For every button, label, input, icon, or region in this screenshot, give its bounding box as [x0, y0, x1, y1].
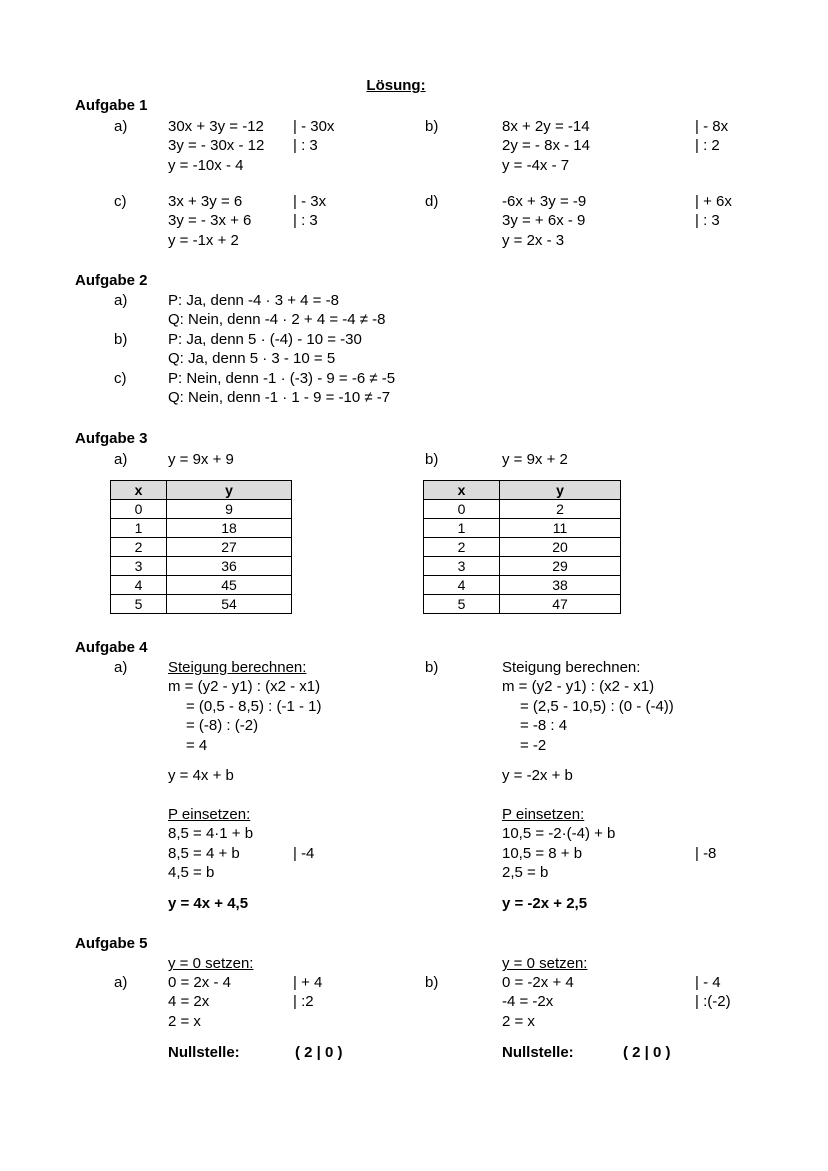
- slope-4a-4: = 4: [186, 737, 208, 754]
- op-1d-2: | : 3: [695, 212, 720, 229]
- slope-4a-2: = (0,5 - 8,5) : (-1 - 1): [186, 698, 322, 715]
- label-5a: a): [114, 974, 128, 991]
- cell-y: 2: [500, 500, 621, 519]
- text-2c-p: P: Nein, denn -1 · (-3) - 9 = -6 ≠ -5: [168, 370, 396, 387]
- table-row: [424, 576, 621, 595]
- op-5b-1: | - 4: [695, 974, 721, 991]
- label-1b: b): [425, 118, 439, 135]
- label-1c: c): [114, 193, 127, 210]
- cell-x: 2: [111, 538, 167, 557]
- eq-5b-3: 2 = x: [502, 1013, 535, 1030]
- heading-aufgabe-4: Aufgabe 4: [75, 639, 148, 656]
- text-2a-p: P: Ja, denn -4 · 3 + 4 = -8: [168, 292, 339, 309]
- zero-heading-b: y = 0 setzen:: [502, 955, 588, 972]
- cell-x: 3: [424, 557, 500, 576]
- table-row: [111, 500, 292, 519]
- text-2a-q: Q: Nein, denn -4 · 2 + 4 = -4 ≠ -8: [168, 311, 386, 328]
- table-row: [424, 519, 621, 538]
- text-2b-q: Q: Ja, denn 5 · 3 - 10 = 5: [168, 350, 336, 367]
- table-header-y: y: [167, 481, 292, 500]
- op-1b-2: | : 2: [695, 137, 720, 154]
- eq-1a-3: y = -10x - 4: [168, 157, 244, 174]
- slope-4b-4: = -2: [520, 737, 547, 754]
- slope-4b-3: = -8 : 4: [520, 717, 568, 734]
- eq-5a-3: 2 = x: [168, 1013, 201, 1030]
- op-5b-2: | :(-2): [695, 993, 731, 1010]
- label-2b: b): [114, 331, 128, 348]
- cell-y: 29: [500, 557, 621, 576]
- result-4a: y = 4x + 4,5: [168, 895, 249, 912]
- cell-x: 1: [424, 519, 500, 538]
- ins-4a-2-op: | -4: [293, 845, 315, 862]
- ins-4b-2-op: | -8: [695, 845, 717, 862]
- table-row: [424, 500, 621, 519]
- label-4b: b): [425, 659, 439, 676]
- cell-y: 54: [167, 595, 292, 614]
- ins-4a-3: 4,5 = b: [168, 864, 215, 881]
- nullstelle-label-a: Nullstelle:: [168, 1044, 240, 1061]
- cell-y: 27: [167, 538, 292, 557]
- cell-y: 9: [167, 500, 292, 519]
- eq-3b: y = 9x + 2: [502, 451, 568, 468]
- cell-x: 2: [424, 538, 500, 557]
- table-header-row: [424, 481, 621, 500]
- ins-4b-3: 2,5 = b: [502, 864, 549, 881]
- insert-heading-b: P einsetzen:: [502, 806, 585, 823]
- ins-4a-2: 8,5 = 4 + b: [168, 845, 240, 862]
- heading-aufgabe-2: Aufgabe 2: [75, 272, 148, 289]
- eq-1c-2: 3y = - 3x + 6: [168, 212, 252, 229]
- table-row: [111, 557, 292, 576]
- cell-x: 5: [111, 595, 167, 614]
- eq-3a: y = 9x + 9: [168, 451, 234, 468]
- eq-1d-2: 3y = + 6x - 9: [502, 212, 586, 229]
- eq-5b-1: 0 = -2x + 4: [502, 974, 574, 991]
- eq-1d-1: -6x + 3y = -9: [502, 193, 587, 210]
- cell-y: 18: [167, 519, 292, 538]
- heading-aufgabe-5: Aufgabe 5: [75, 935, 148, 952]
- form-4b: y = -2x + b: [502, 767, 573, 784]
- cell-y: 11: [500, 519, 621, 538]
- op-1d-1: | + 6x: [695, 193, 732, 210]
- eq-1a-2: 3y = - 30x - 12: [168, 137, 265, 154]
- label-5b: b): [425, 974, 439, 991]
- slope-4a-1: m = (y2 - y1) : (x2 - x1): [168, 678, 321, 695]
- value-table-b: [423, 480, 621, 614]
- slope-heading-a: Steigung berechnen:: [168, 659, 307, 676]
- label-2c: c): [114, 370, 127, 387]
- nullstelle-label-b: Nullstelle:: [502, 1044, 574, 1061]
- table-row: [111, 538, 292, 557]
- table-row: [111, 595, 292, 614]
- insert-heading-a: P einsetzen:: [168, 806, 251, 823]
- eq-1c-3: y = -1x + 2: [168, 232, 239, 249]
- page-title: Lösung:: [366, 77, 426, 94]
- op-1c-2: | : 3: [293, 212, 318, 229]
- ins-4b-1: 10,5 = -2·(-4) + b: [502, 825, 616, 842]
- op-1a-2: | : 3: [293, 137, 318, 154]
- eq-1b-2: 2y = - 8x - 14: [502, 137, 590, 154]
- cell-x: 0: [424, 500, 500, 519]
- slope-heading-b: Steigung berechnen:: [502, 659, 641, 676]
- label-1d: d): [425, 193, 439, 210]
- table-row: [424, 538, 621, 557]
- op-1a-1: | - 30x: [293, 118, 335, 135]
- cell-x: 1: [111, 519, 167, 538]
- eq-1b-3: y = -4x - 7: [502, 157, 570, 174]
- eq-1c-1: 3x + 3y = 6: [168, 193, 243, 210]
- cell-x: 0: [111, 500, 167, 519]
- zero-heading-a: y = 0 setzen:: [168, 955, 254, 972]
- op-5a-1: | + 4: [293, 974, 323, 991]
- eq-1b-1: 8x + 2y = -14: [502, 118, 590, 135]
- ins-4b-2: 10,5 = 8 + b: [502, 845, 583, 862]
- eq-5a-1: 0 = 2x - 4: [168, 974, 231, 991]
- op-5a-2: | :2: [293, 993, 314, 1010]
- table-row: [111, 519, 292, 538]
- label-3a: a): [114, 451, 128, 468]
- slope-4b-1: m = (y2 - y1) : (x2 - x1): [502, 678, 655, 695]
- text-2b-p: P: Ja, denn 5 · (-4) - 10 = -30: [168, 331, 362, 348]
- eq-1a-1: 30x + 3y = -12: [168, 118, 264, 135]
- cell-y: 36: [167, 557, 292, 576]
- eq-5b-2: -4 = -2x: [502, 993, 554, 1010]
- cell-y: 38: [500, 576, 621, 595]
- eq-1d-3: y = 2x - 3: [502, 232, 565, 249]
- cell-y: 45: [167, 576, 292, 595]
- table-header-y: y: [500, 481, 621, 500]
- table-header-x: x: [111, 481, 167, 500]
- heading-aufgabe-1: Aufgabe 1: [75, 97, 148, 114]
- table-row: [424, 595, 621, 614]
- label-1a: a): [114, 118, 128, 135]
- cell-x: 3: [111, 557, 167, 576]
- text-2c-q: Q: Nein, denn -1 · 1 - 9 = -10 ≠ -7: [168, 389, 391, 406]
- nullstelle-point-a: ( 2 | 0 ): [295, 1044, 343, 1061]
- nullstelle-point-b: ( 2 | 0 ): [623, 1044, 671, 1061]
- heading-aufgabe-3: Aufgabe 3: [75, 430, 148, 447]
- table-row: [424, 557, 621, 576]
- table-header-row: [111, 481, 292, 500]
- label-3b: b): [425, 451, 439, 468]
- op-1b-1: | - 8x: [695, 118, 729, 135]
- result-4b: y = -2x + 2,5: [502, 895, 588, 912]
- slope-4b-2: = (2,5 - 10,5) : (0 - (-4)): [520, 698, 674, 715]
- op-1c-1: | - 3x: [293, 193, 327, 210]
- form-4a: y = 4x + b: [168, 767, 234, 784]
- value-table-a: [110, 480, 292, 614]
- ins-4a-1: 8,5 = 4·1 + b: [168, 825, 254, 842]
- table-header-x: x: [424, 481, 500, 500]
- cell-x: 4: [424, 576, 500, 595]
- table-row: [111, 576, 292, 595]
- cell-y: 20: [500, 538, 621, 557]
- cell-y: 47: [500, 595, 621, 614]
- eq-5a-2: 4 = 2x: [168, 993, 210, 1010]
- cell-x: 4: [111, 576, 167, 595]
- label-2a: a): [114, 292, 128, 309]
- slope-4a-3: = (-8) : (-2): [186, 717, 259, 734]
- label-4a: a): [114, 659, 128, 676]
- cell-x: 5: [424, 595, 500, 614]
